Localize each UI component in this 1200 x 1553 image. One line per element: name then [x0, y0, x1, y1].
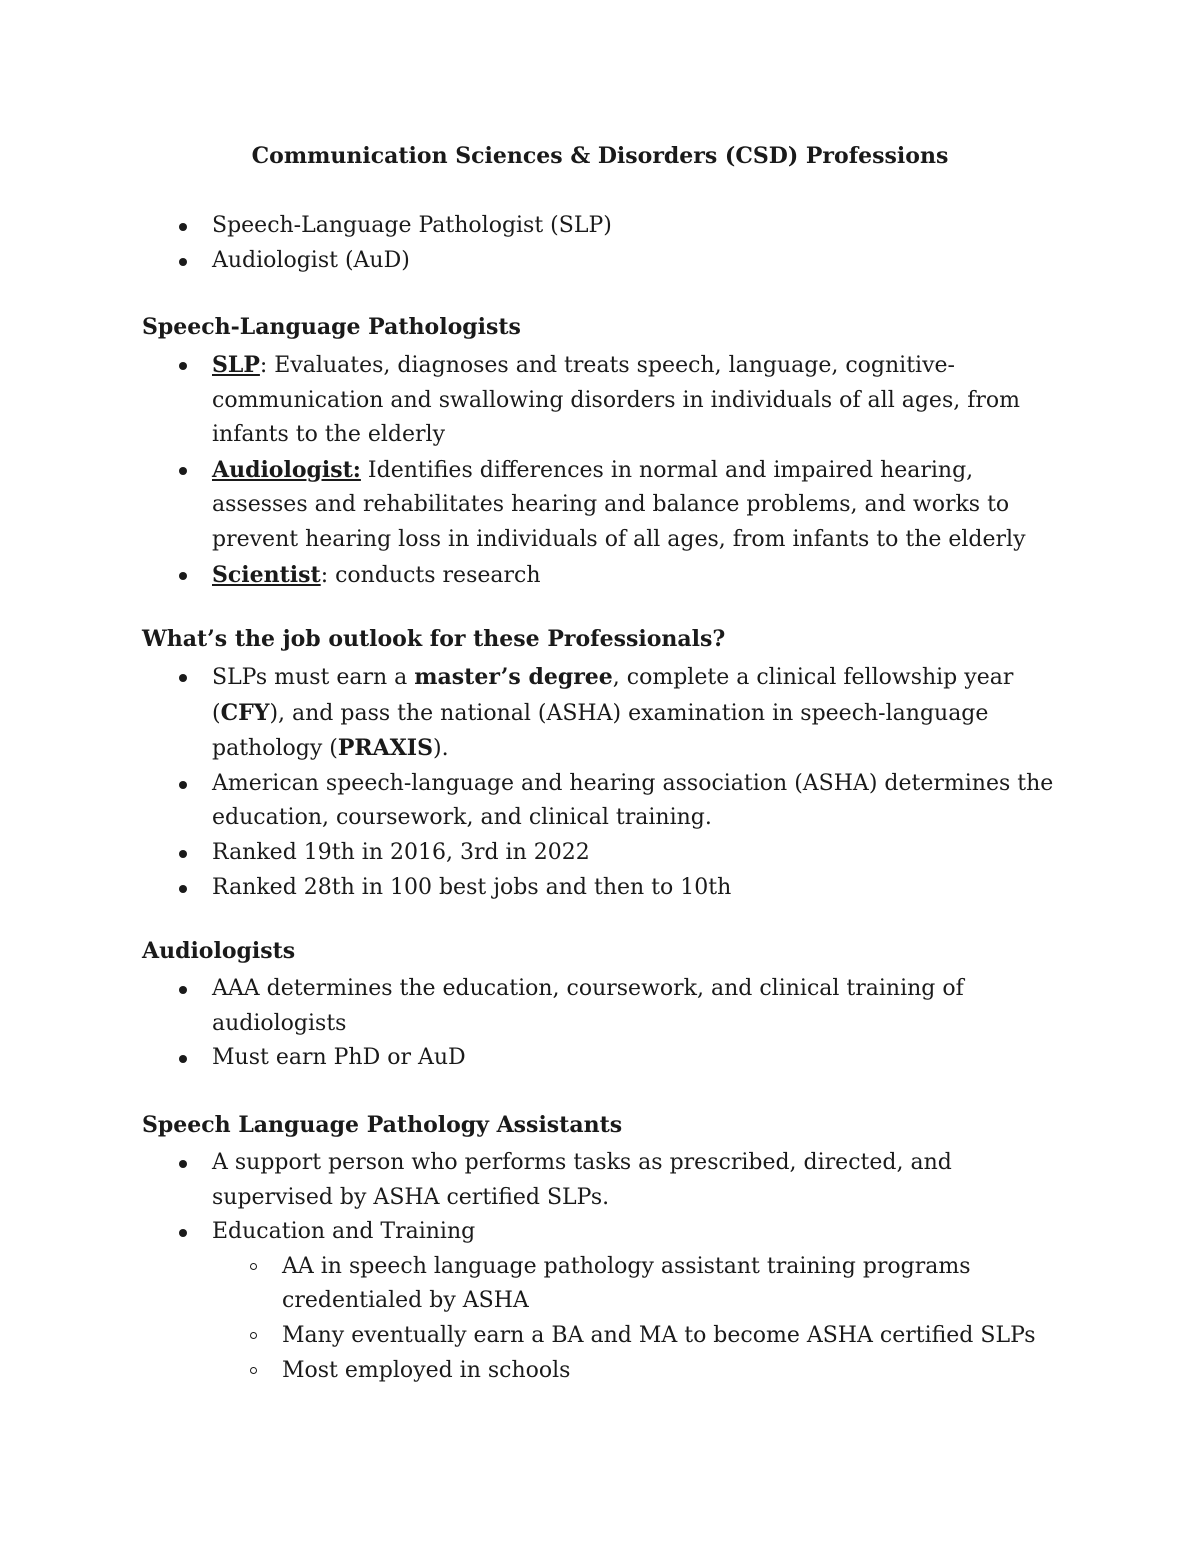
list-item: Speech-Language Pathologist (SLP): [212, 209, 1072, 244]
text-run: , complete a clinical fellowship year (: [212, 665, 1014, 726]
list-item: [212, 558, 1072, 594]
professions-list: [142, 209, 1072, 278]
list-item: A support person who performs tasks as prescribed, directed, and supervised by ASHA certified SLPs.: [212, 1146, 1072, 1215]
list-item: [212, 1215, 1072, 1388]
list-item: [212, 453, 1072, 558]
outlook-list: [142, 660, 1072, 905]
section-heading-outlook: What’s the job outlook for these Professionals?: [142, 626, 726, 652]
slpa-list: [142, 1146, 1072, 1388]
list-item: AAA determines the education, coursework, and clinical training of audiologists: [212, 972, 1072, 1041]
bold-text: CFY: [220, 699, 270, 726]
audiologists-list: [142, 972, 1072, 1076]
list-item: Ranked 19th in 2016, 3rd in 2022: [212, 836, 1072, 871]
term-scientist: Scientist: [212, 561, 321, 588]
bold-text: PRAXIS: [337, 735, 433, 762]
bold-text: master’s degree: [414, 664, 613, 690]
definition-text: Identifies differences in normal and impaired hearing, assesses and rehabilitates hearing and balance problems, and works to prevent hearing loss in individuals of all ages, from infants to the elderly: [212, 457, 1026, 552]
definition-text: : conducts research: [320, 562, 541, 588]
list-item: Must earn PhD or AuD: [212, 1041, 1072, 1076]
text-run: ).: [432, 736, 449, 762]
page-title: Communication Sciences & Disorders (CSD) Professions: [251, 143, 949, 169]
list-item: American speech-language and hearing association (ASHA) determines the education, coursework, and clinical training.: [212, 767, 1072, 836]
list-item: [212, 660, 1072, 767]
section-heading-audiologists: Audiologists: [142, 938, 296, 964]
list-item: Audiologist (AuD): [212, 244, 1072, 279]
section-heading-slpa: Speech Language Pathology Assistants: [142, 1112, 623, 1138]
sublist-item: AA in speech language pathology assistant training programs credentialed by ASHA: [282, 1250, 1072, 1319]
text-run: ), and pass the national (ASHA) examination in speech-language pathology (: [212, 700, 989, 762]
text-run: SLPs must earn a: [212, 665, 415, 690]
list-item: [212, 348, 1072, 453]
list-item-label: Education and Training: [212, 1219, 476, 1245]
list-item: Ranked 28th in 100 best jobs and then to 10th: [212, 871, 1072, 906]
sublist-item: Many eventually earn a BA and MA to become ASHA certified SLPs: [282, 1319, 1072, 1354]
sublist-item: Most employed in schools: [282, 1354, 1072, 1389]
section-heading-slp: Speech-Language Pathologists: [142, 314, 521, 340]
education-sublist: [212, 1250, 1072, 1388]
slp-list: [142, 348, 1072, 593]
term-slp: SLP: [212, 352, 260, 378]
definition-text: : Evaluates, diagnoses and treats speech, language, cognitive-communication and swallowing disorders in individuals of all ages, from infants to the elderly: [212, 353, 1020, 448]
term-audiologist: Audiologist:: [212, 456, 361, 483]
